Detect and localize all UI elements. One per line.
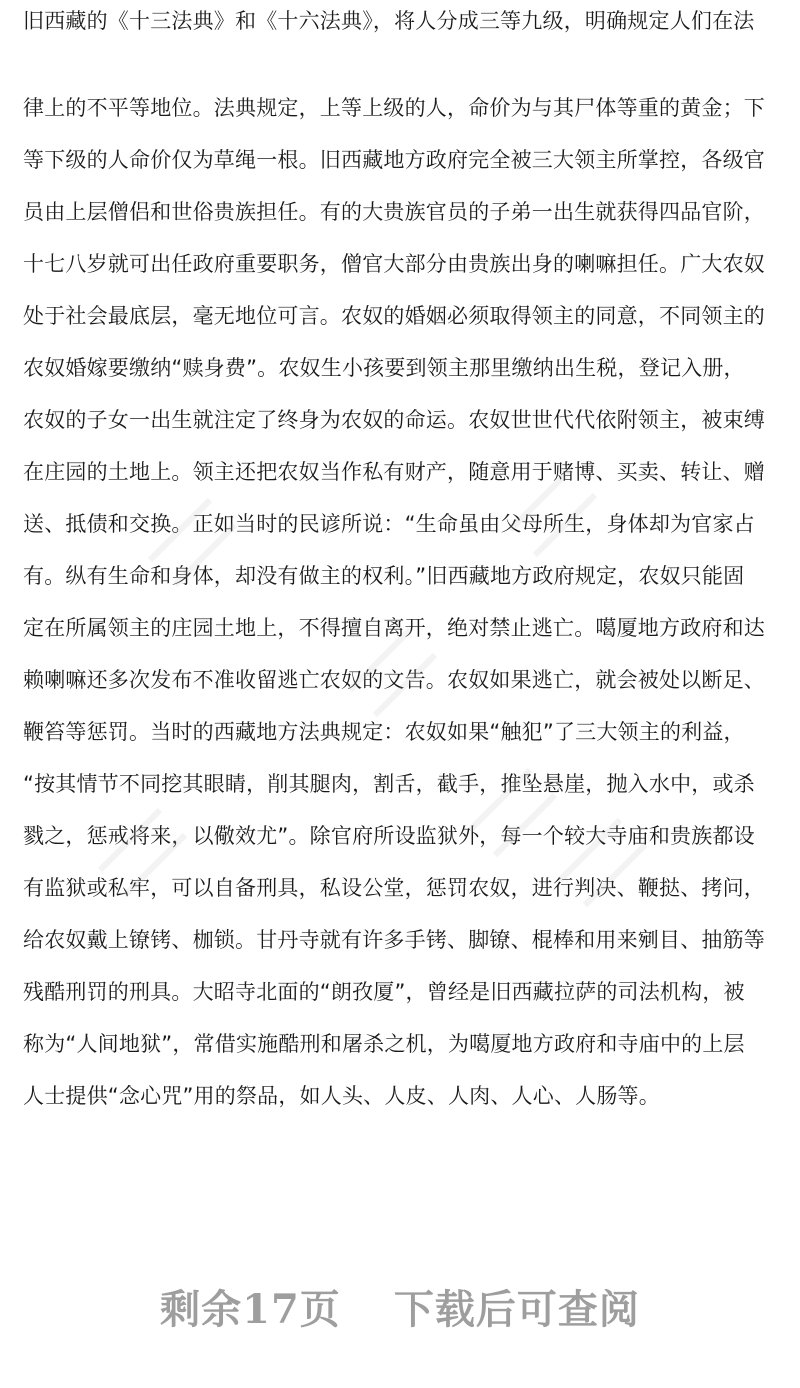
- paragraph-line: 在庄园的土地上。领主还把农奴当作私有财产，随意用于赌博、买卖、转让、赠: [23, 460, 765, 484]
- paragraph-line: 等下级的人命价仅为草绳一根。旧西藏地方政府完全被三大领主所掌控，各级官: [23, 148, 765, 172]
- paragraph-line: 戮之，惩戒将来，以儆效尤”。除官府所设监狱外，每一个较大寺庙和贵族都设: [23, 824, 755, 848]
- paragraph-line: 有。纵有生命和身体，却没有做主的权利。”旧西藏地方政府规定，农奴只能固: [23, 564, 745, 588]
- paragraph-line: 赖喇嘛还多次发布不准收留逃亡农奴的文告。农奴如果逃亡，就会被处以断足、: [23, 668, 765, 692]
- paragraph-line: 有监狱或私牢，可以自备刑具，私设公堂，惩罚农奴，进行判决、鞭挞、拷问，: [23, 876, 765, 900]
- paragraph-line: “按其情节不同挖其眼睛，削其腿肉，割舌，截手，推坠悬崖，抛入水中，或杀: [23, 772, 755, 796]
- paragraph-line: 农奴婚嫁要缴纳“赎身费”。农奴生小孩要到领主那里缴纳出生税，登记入册，: [23, 356, 745, 380]
- remaining-pages-label: 剩余17页: [160, 1286, 341, 1333]
- paragraph-line: 送、抵债和交换。正如当时的民谚所说：“生命虽由父母所生，身体却为官家占: [23, 512, 755, 536]
- download-banner[interactable]: [0, 1280, 800, 1340]
- paragraph-line: 鞭笞等惩罚。当时的西藏地方法典规定：农奴如果“触犯”了三大领主的利益，: [23, 720, 745, 744]
- paragraph-line: 残酷刑罚的刑具。大昭寺北面的“朗孜厦”，曾经是旧西藏拉萨的司法机构，被: [23, 980, 745, 1004]
- paragraph-line: 十七八岁就可出任政府重要职务，僧官大部分由贵族出身的喇嘛担任。广大农奴: [23, 252, 765, 276]
- paragraph-line: 律上的不平等地位。法典规定，上等上级的人，命价为与其尸体等重的黄金；下: [23, 96, 765, 120]
- paragraph-line: 人士提供“念心咒”用的祭品，如人头、人皮、人肉、人心、人肠等。: [23, 1084, 660, 1108]
- paragraph-line: 给农奴戴上镣铐、枷锁。甘丹寺就有许多手铐、脚镣、棍棒和用来剜目、抽筋等: [23, 928, 765, 952]
- paragraph-line: 员由上层僧侣和世俗贵族担任。有的大贵族官员的子弟一出生就获得四品官阶，: [23, 200, 765, 224]
- download-prompt-label[interactable]: 下载后可查阅: [393, 1286, 640, 1333]
- paragraph-line: 农奴的子女一出生就注定了终身为农奴的命运。农奴世世代代依附领主，被束缚: [23, 408, 765, 432]
- paragraph-line: 旧西藏的《十三法典》和《十六法典》，将人分成三等九级，明确规定人们在法: [23, 9, 755, 33]
- paragraph-line: 称为“人间地狱”，常借实施酷刑和屠杀之机，为噶厦地方政府和寺庙中的上层: [23, 1032, 745, 1056]
- paragraph-line: 处于社会最底层，毫无地位可言。农奴的婚姻必须取得领主的同意，不同领主的: [23, 304, 765, 328]
- paragraph-line: 定在所属领主的庄园土地上，不得擅自离开，绝对禁止逃亡。噶厦地方政府和达: [23, 616, 765, 640]
